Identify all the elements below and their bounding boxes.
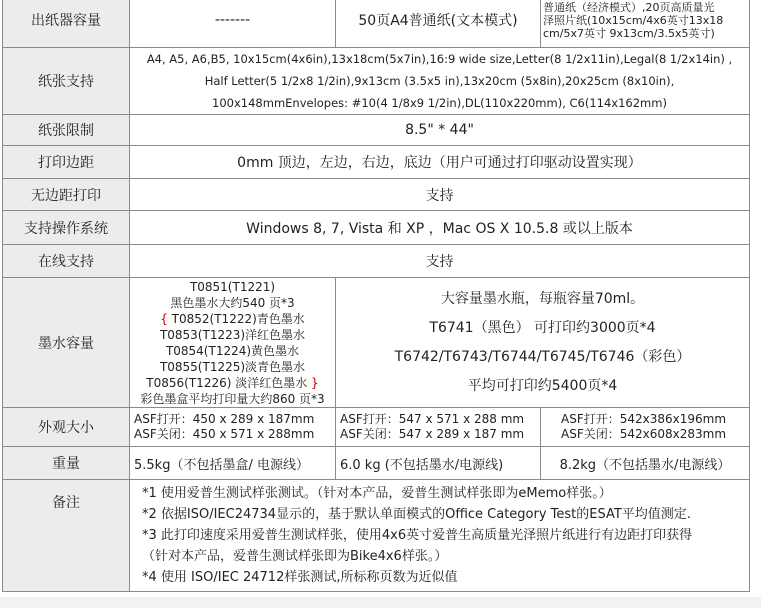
ink-bottle-line: 大容量墨水瓶，每瓶容量70ml。 bbox=[440, 290, 645, 307]
label-paper-limit: 纸张限制 bbox=[3, 115, 130, 146]
note-line: *3 此打印速度采用爱普生测试样张，使用4x6英寸爱普生高质量光泽照片纸进行有边距打印获得 bbox=[142, 528, 693, 543]
row-output-capacity bbox=[3, 0, 750, 48]
paper-limit-value: 8.5" * 44" bbox=[130, 115, 750, 146]
output-capacity-col2: 50页A4普通纸(文本模式) bbox=[336, 0, 541, 48]
ink-line bbox=[132, 311, 333, 327]
output-col3-line: 泽照片纸(10x15cm/4x6英寸13x18 bbox=[543, 13, 724, 27]
label-ink-capacity: 墨水容量 bbox=[3, 278, 130, 408]
row-online-support bbox=[3, 245, 750, 278]
label-print-margin: 打印边距 bbox=[3, 146, 130, 179]
dim-line: ASF打开：542x386x196mm bbox=[561, 412, 727, 426]
dim-line: ASF关闭：547 x 289 x 187 mm bbox=[340, 427, 525, 441]
notes-value bbox=[130, 480, 750, 592]
row-borderless bbox=[3, 179, 750, 211]
label-paper-support: 纸张支持 bbox=[3, 48, 130, 115]
note-line: （针对本产品，爱普生测试样张即为Bike4x6样张。） bbox=[142, 549, 448, 564]
row-weight bbox=[3, 447, 750, 480]
weight-col1: 5.5kg（不包括墨盒/ 电源线） bbox=[130, 447, 336, 480]
ink-line-text: T0856(T1226) 淡洋红色墨水 bbox=[146, 375, 308, 390]
label-output-capacity: 出纸器容量 bbox=[3, 0, 130, 48]
label-online-support: 在线支持 bbox=[3, 245, 130, 278]
dim-line: ASF关闭：450 x 571 x 288mm bbox=[134, 427, 315, 441]
dim-line: ASF打开：450 x 289 x 187mm bbox=[134, 412, 315, 426]
row-os bbox=[3, 211, 750, 245]
ink-line bbox=[132, 375, 333, 391]
ink-cartridge-list bbox=[130, 278, 336, 408]
ink-line-text: T0852(T1222)青色墨水 bbox=[171, 311, 305, 326]
row-print-margin bbox=[3, 146, 750, 179]
spec-table bbox=[2, 0, 750, 592]
weight-col2: 6.0 kg (不包括墨水/电源线) bbox=[336, 447, 541, 480]
paper-line: Half Letter(5 1/2x8 1/2in),9x13cm (3.5x5 in),13x20cm (5x8in),20x25cm (8x10in), bbox=[204, 74, 675, 88]
paper-line: A4, A5, A6,B5, 10x15cm(4x6in),13x18cm(5x7in),16:9 wide size,Letter(8 1/2x11in),Legal(8 1/2x14in) , bbox=[146, 52, 733, 66]
ink-line: T0854(T1224)黄色墨水 bbox=[165, 343, 300, 358]
dim-line: ASF打开：547 x 571 x 288 mm bbox=[340, 412, 525, 426]
ink-bottle-line: T6742/T6743/T6744/T6745/T6746（彩色） bbox=[394, 348, 691, 365]
dimensions-col3 bbox=[541, 408, 750, 447]
note-line: *2 依据ISO/IEC24734显示的，基于默认单面模式的Office Category Test的ESAT平均值测定. bbox=[142, 507, 691, 522]
paper-support-value bbox=[130, 48, 750, 115]
note-line: *4 使用 ISO/IEC 24712样张测试,所标称页数为近似值 bbox=[142, 570, 458, 585]
ink-line: 彩色墨盒平均打印量大约860 页*3 bbox=[140, 391, 325, 406]
ink-line: 黑色墨水大约540 页*3 bbox=[170, 295, 295, 310]
label-os: 支持操作系统 bbox=[3, 211, 130, 245]
brace-close: } bbox=[311, 375, 319, 390]
row-paper-support bbox=[3, 48, 750, 115]
label-notes: 备注 bbox=[3, 480, 130, 592]
os-value: Windows 8, 7, Vista 和 XP ，Mac OS X 10.5.8 或以上版本 bbox=[130, 211, 750, 245]
dimensions-col2 bbox=[336, 408, 541, 447]
ink-bottle-line: 平均可打印约5400页*4 bbox=[467, 377, 618, 394]
row-notes bbox=[3, 480, 750, 592]
brace-open: { bbox=[160, 311, 168, 326]
output-col3-line: 普通纸（经济模式）,20页高质量光 bbox=[543, 0, 715, 14]
dimensions-col1 bbox=[130, 408, 336, 447]
row-ink-capacity bbox=[3, 278, 750, 408]
bottom-strip bbox=[0, 597, 761, 608]
note-line: *1 使用爱普生测试样张测试。（针对本产品，爱普生测试样张即为eMemo样张。） bbox=[142, 486, 612, 501]
online-support-value: 支持 bbox=[130, 245, 750, 278]
ink-bottle-line: T6741（黑色） 可打印约3000页*4 bbox=[429, 319, 656, 336]
output-col3-line: cm/5x7英寸 9x13cm/3.5x5英寸) bbox=[543, 26, 715, 40]
borderless-value: 支持 bbox=[130, 179, 750, 211]
ink-line: T0855(T1225)淡青色墨水 bbox=[159, 359, 306, 374]
print-margin-value: 0mm 顶边，左边，右边，底边（用户可通过打印驱动设置实现） bbox=[130, 146, 750, 179]
paper-line: 100x148mmEnvelopes: #10(4 1/8x9 1/2in),DL(110x220mm), C6(114x162mm) bbox=[212, 96, 667, 110]
output-capacity-col1: ------- bbox=[130, 0, 336, 48]
ink-line: T0851(T1221) bbox=[189, 279, 276, 294]
weight-col3: 8.2kg（不包括墨水/电源线） bbox=[541, 447, 750, 480]
ink-line: T0853(T1223)洋红色墨水 bbox=[159, 327, 306, 342]
dim-line: ASF关闭：542x608x283mm bbox=[561, 427, 727, 441]
ink-bottle-info bbox=[336, 278, 750, 408]
label-borderless: 无边距打印 bbox=[3, 179, 130, 211]
row-dimensions bbox=[3, 408, 750, 447]
label-dimensions: 外观大小 bbox=[3, 408, 130, 447]
row-paper-limit bbox=[3, 115, 750, 146]
label-weight: 重量 bbox=[3, 447, 130, 480]
output-capacity-col3 bbox=[541, 0, 750, 48]
